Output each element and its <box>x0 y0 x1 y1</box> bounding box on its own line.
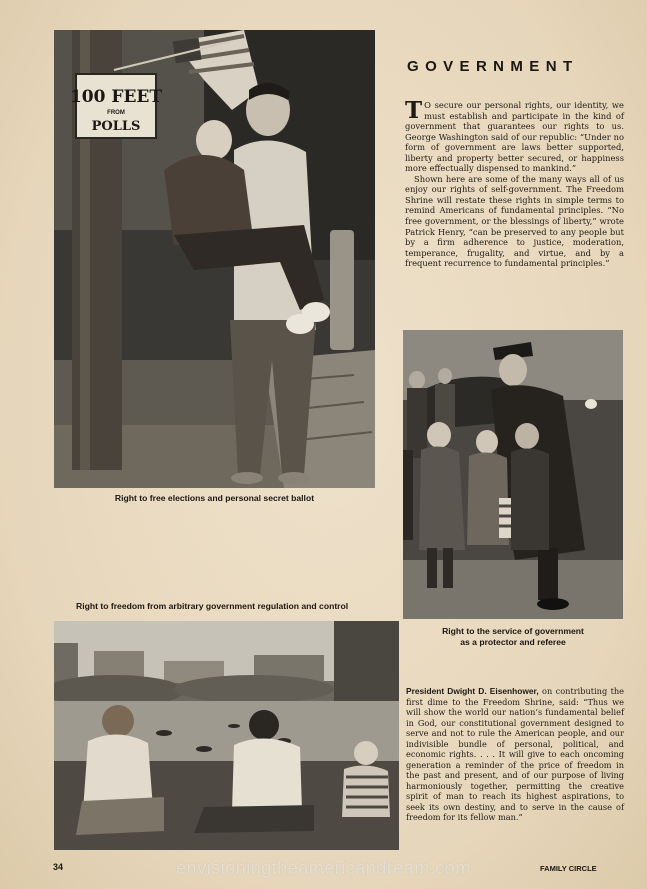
photo-polls <box>54 30 375 488</box>
watermark: envisioningtheamericandream.com <box>176 858 471 878</box>
caption-service <box>403 626 623 648</box>
quote-speaker: President Dwight D. Eisenhower, <box>406 686 539 696</box>
caption-elections: Right to free elections and personal secret ballot <box>114 493 315 503</box>
photo-policeman <box>403 330 623 619</box>
section-heading: GOVERNMENT <box>407 58 579 75</box>
sign-line2: FROM <box>107 110 125 116</box>
caption-regulation: Right to freedom from arbitrary government regulation and control <box>76 601 349 611</box>
sign-line1: 100 FEET <box>69 87 163 107</box>
intro-paragraph-1: O secure our personal rights, our identity, we must establish and participate in the kind of government that guarantees our rights to us. George Washington said of our republic: “Under no form of government are laws better supported, liberty and property better secured, or happiness more effectually dispensed to mankind.” <box>405 100 624 174</box>
caption-service-line2: as a protector and referee <box>460 637 566 647</box>
intro-text <box>405 97 624 269</box>
magazine-name: FAMILY CIRCLE <box>540 864 597 873</box>
intro-paragraph-2: Shown here are some of the many ways all of us enjoy our rights of self-government. The Freedom Shrine will restate these rights in simple terms to remind Americans of fundamental principles. “No free government, or the blessings of liberty,” wrote Patrick Henry, “can be preserved to any people but by a firm adherence to justice, moderation, temperance, frugality, and virtue, and by a frequent recurrence to fundamental principles.” <box>405 173 624 269</box>
photo-lake <box>54 621 399 850</box>
sign-line3: POLLS <box>91 119 141 134</box>
caption-service-line1: Right to the service of government <box>442 626 584 636</box>
quote-text: on contributing the first dime to the Freedom Shrine, said: “Thus we will show the world our nation’s fundamental belief in God, our constitutional government designed to serve and not to rule the American people, and our indivisible bundle of personal, political, and economic rights. . . . It will give to each oncoming generation a reminder of the price of freedom in the past and present, and of our purpose of living harmoniously together, permitting the creative spirit of man to reach its highest aspirations, to seek its own destiny, and to serve in the cause of freedom for its fellow man.” <box>406 686 624 822</box>
drop-cap: T <box>405 97 423 124</box>
eisenhower-quote <box>406 686 624 823</box>
page-number: 34 <box>53 862 64 872</box>
